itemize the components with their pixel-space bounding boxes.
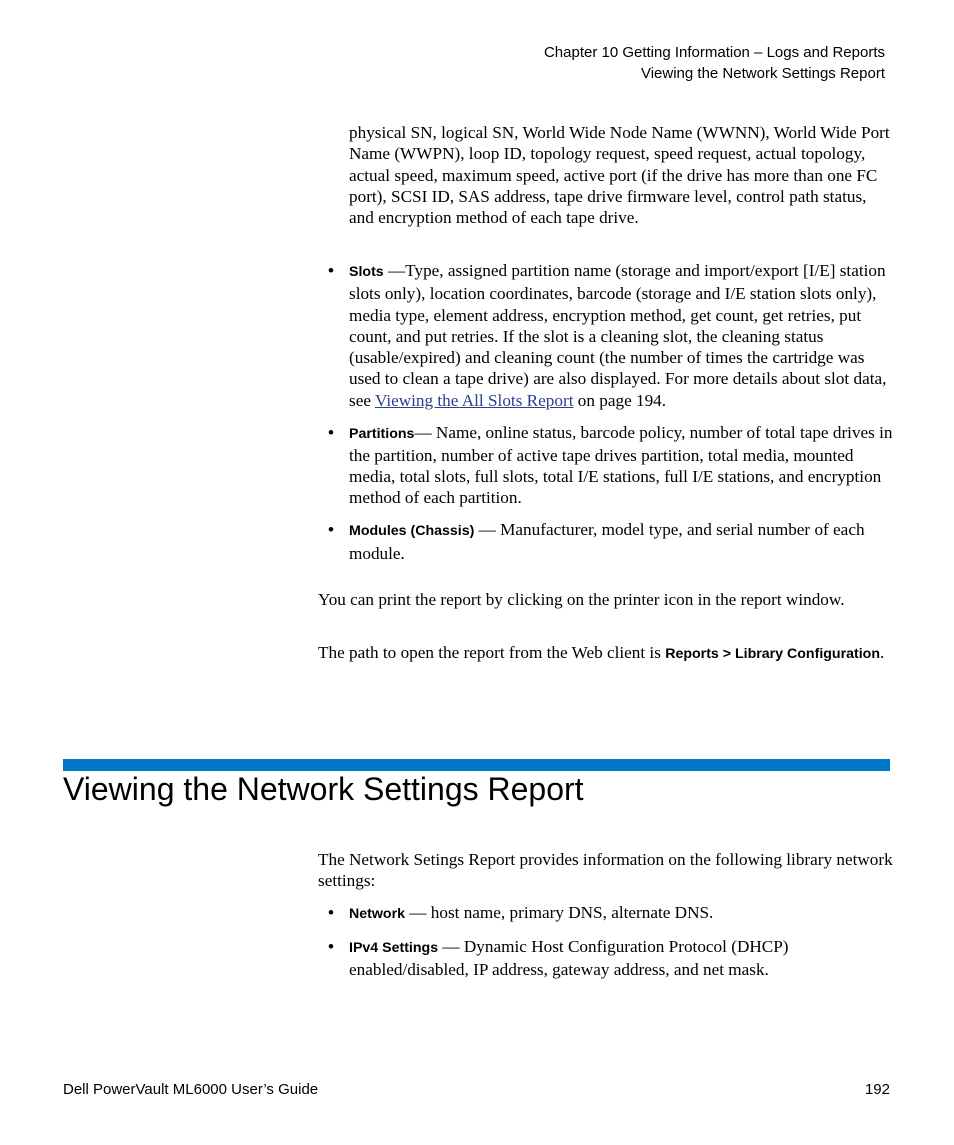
header-section: Viewing the Network Settings Report	[640, 65, 885, 82]
list-item-slots	[349, 260, 894, 411]
bullet-term: Network	[349, 906, 405, 922]
all-slots-report-link[interactable]: Viewing the All Slots Report	[374, 390, 574, 410]
section-title: Viewing the Network Settings Report	[63, 771, 584, 807]
bullet-text: — Manufacturer, model type, and serial number of each module.	[349, 520, 865, 563]
continuation-paragraph: physical SN, logical SN, World Wide Node Name (WWNN), World Wide Port Name (WWPN), loop ID, topology request, speed request, actual topology, actual speed, maximum speed, active port (if the drive has more than one FC port), SCSI ID, SAS address, tape drive firmware level, control path status, and encryption method of each tape drive.	[349, 123, 890, 228]
network-bullet-list	[349, 902, 894, 991]
list-item-network	[349, 902, 894, 925]
list-item-partitions	[349, 422, 894, 509]
header-chapter: Chapter 10 Getting Information – Logs and Reports	[543, 44, 885, 61]
bullet-text: — host name, primary DNS, alternate DNS.	[404, 903, 714, 922]
bullet-text: — Name, online status, barcode policy, number of total tape drives in the partition, number of active tape drives partition, total media, mounted media, total slots, full slots, total I/E stations, full I/E stations, and encryption method of each partition.	[349, 422, 893, 508]
bullet-term: IPv4 Settings	[349, 939, 439, 956]
report-bullet-list	[349, 260, 894, 574]
path-text: The path to open the report from the Web client is	[318, 643, 666, 662]
list-item-ipv4	[349, 936, 894, 981]
page-header	[544, 42, 885, 84]
menu-path: Reports > Library Configuration	[665, 646, 881, 662]
bullet-term: Partitions	[349, 425, 415, 442]
bullet-text: — Dynamic Host Configuration Protocol (DHCP) enabled/disabled, IP address, gateway address, and net mask.	[349, 936, 789, 980]
bullet-term: Modules (Chassis)	[349, 523, 475, 540]
bullet-text: —Type, assigned partition name (storage and import/export [I/E] station slots only), location coordinates, barcode (storage and I/E station slots only), media type, element address, encryption method, get count, get retries, put count, and put retries. If the slot is a cleaning slot, the cleaning status (usable/expired) and cleaning count (the number of times the cartridge was used to clean a tape drive) are also displayed. For more details about slot data, see	[349, 261, 887, 410]
path-end: .	[880, 643, 885, 662]
section-intro: The Network Setings Report provides information on the following library network settings:	[318, 850, 893, 891]
list-item-modules	[349, 519, 894, 564]
footer-title: Dell PowerVault ML6000 User’s Guide	[63, 1081, 319, 1098]
page-number: 192	[864, 1081, 890, 1098]
path-paragraph	[318, 642, 894, 665]
print-paragraph: You can print the report by clicking on the printer icon in the report window.	[318, 590, 845, 609]
bullet-text-after: on page 194.	[573, 390, 667, 410]
bullet-term: Slots	[349, 264, 384, 280]
